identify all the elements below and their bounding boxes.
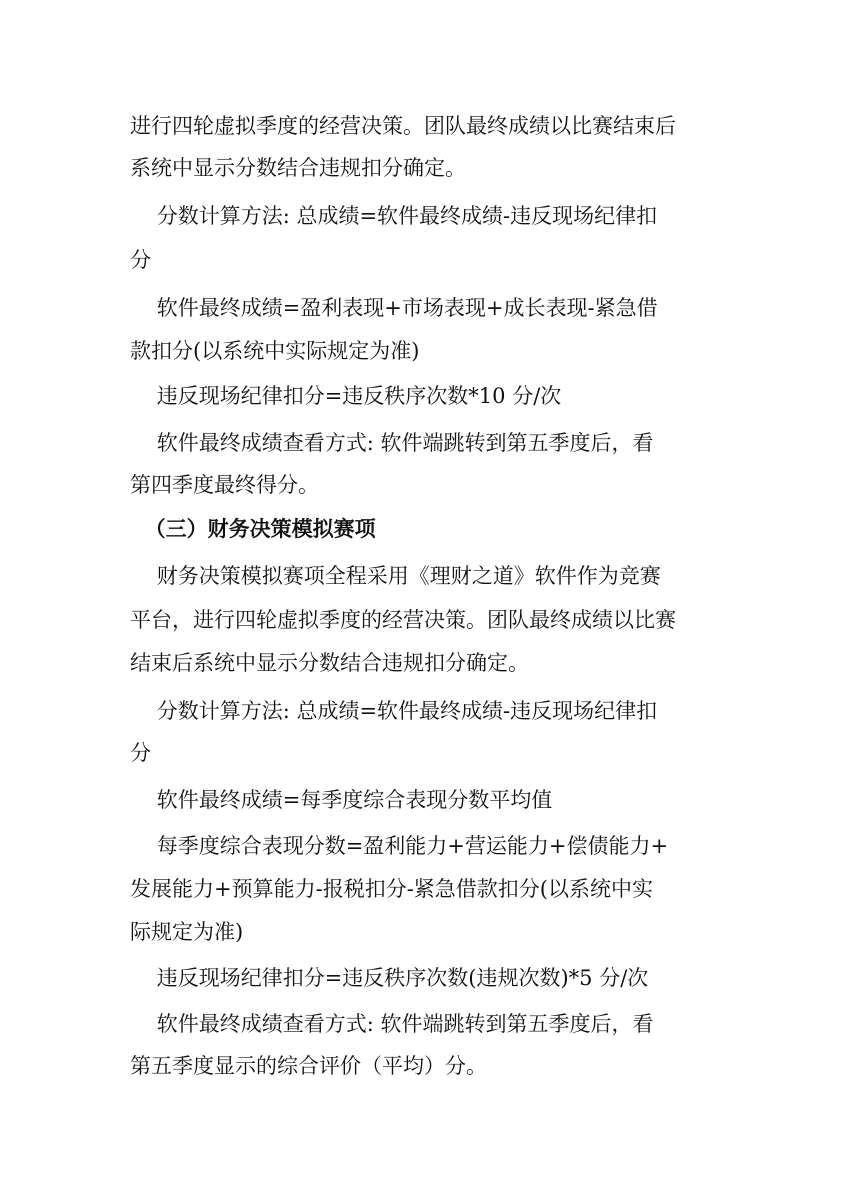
text-line: 分	[130, 741, 151, 765]
text-line: 软件最终成绩查看方式: 软件端跳转到第五季度后，看	[130, 431, 654, 455]
text-line: 分数计算方法: 总成绩=软件最终成绩-违反现场纪律扣	[130, 699, 658, 723]
text-line: 第五季度显示的综合评价（平均）分。	[130, 1054, 487, 1078]
text-line: 分数计算方法: 总成绩=软件最终成绩-违反现场纪律扣	[130, 204, 658, 228]
text-line: 进行四轮虚拟季度的经营决策。团队最终成绩以比赛结束后	[130, 114, 676, 138]
text-line: 违反现场纪律扣分=违反秩序次数*10 分/次	[130, 384, 562, 408]
text-line: 际规定为准)	[130, 920, 244, 944]
text-line: 每季度综合表现分数=盈利能力+营运能力+偿债能力+	[130, 834, 669, 858]
text-line: 软件最终成绩查看方式: 软件端跳转到第五季度后，看	[130, 1012, 654, 1036]
text-line: 财务决策模拟赛项全程采用《理财之道》软件作为竞赛	[130, 564, 661, 588]
text-line: 结束后系统中显示分数结合违规扣分确定。	[130, 651, 529, 675]
text-line: 软件最终成绩=每季度综合表现分数平均值	[130, 788, 553, 812]
text-line: 分	[130, 248, 151, 272]
text-line: 发展能力+预算能力-报税扣分-紧急借款扣分(以系统中实	[130, 877, 653, 901]
text-line: 系统中显示分数结合违规扣分确定。	[130, 156, 466, 180]
text-line: 平台，进行四轮虚拟季度的经营决策。团队最终成绩以比赛	[130, 608, 676, 632]
text-line: 违反现场纪律扣分=违反秩序次数(违规次数)*5 分/次	[130, 966, 649, 990]
section-heading: （三）财务决策模拟赛项	[130, 517, 376, 541]
text-line: 款扣分(以系统中实际规定为准)	[130, 339, 420, 363]
text-line: 第四季度最终得分。	[130, 473, 319, 497]
text-line: 软件最终成绩=盈利表现+市场表现+成长表现-紧急借	[130, 296, 658, 320]
